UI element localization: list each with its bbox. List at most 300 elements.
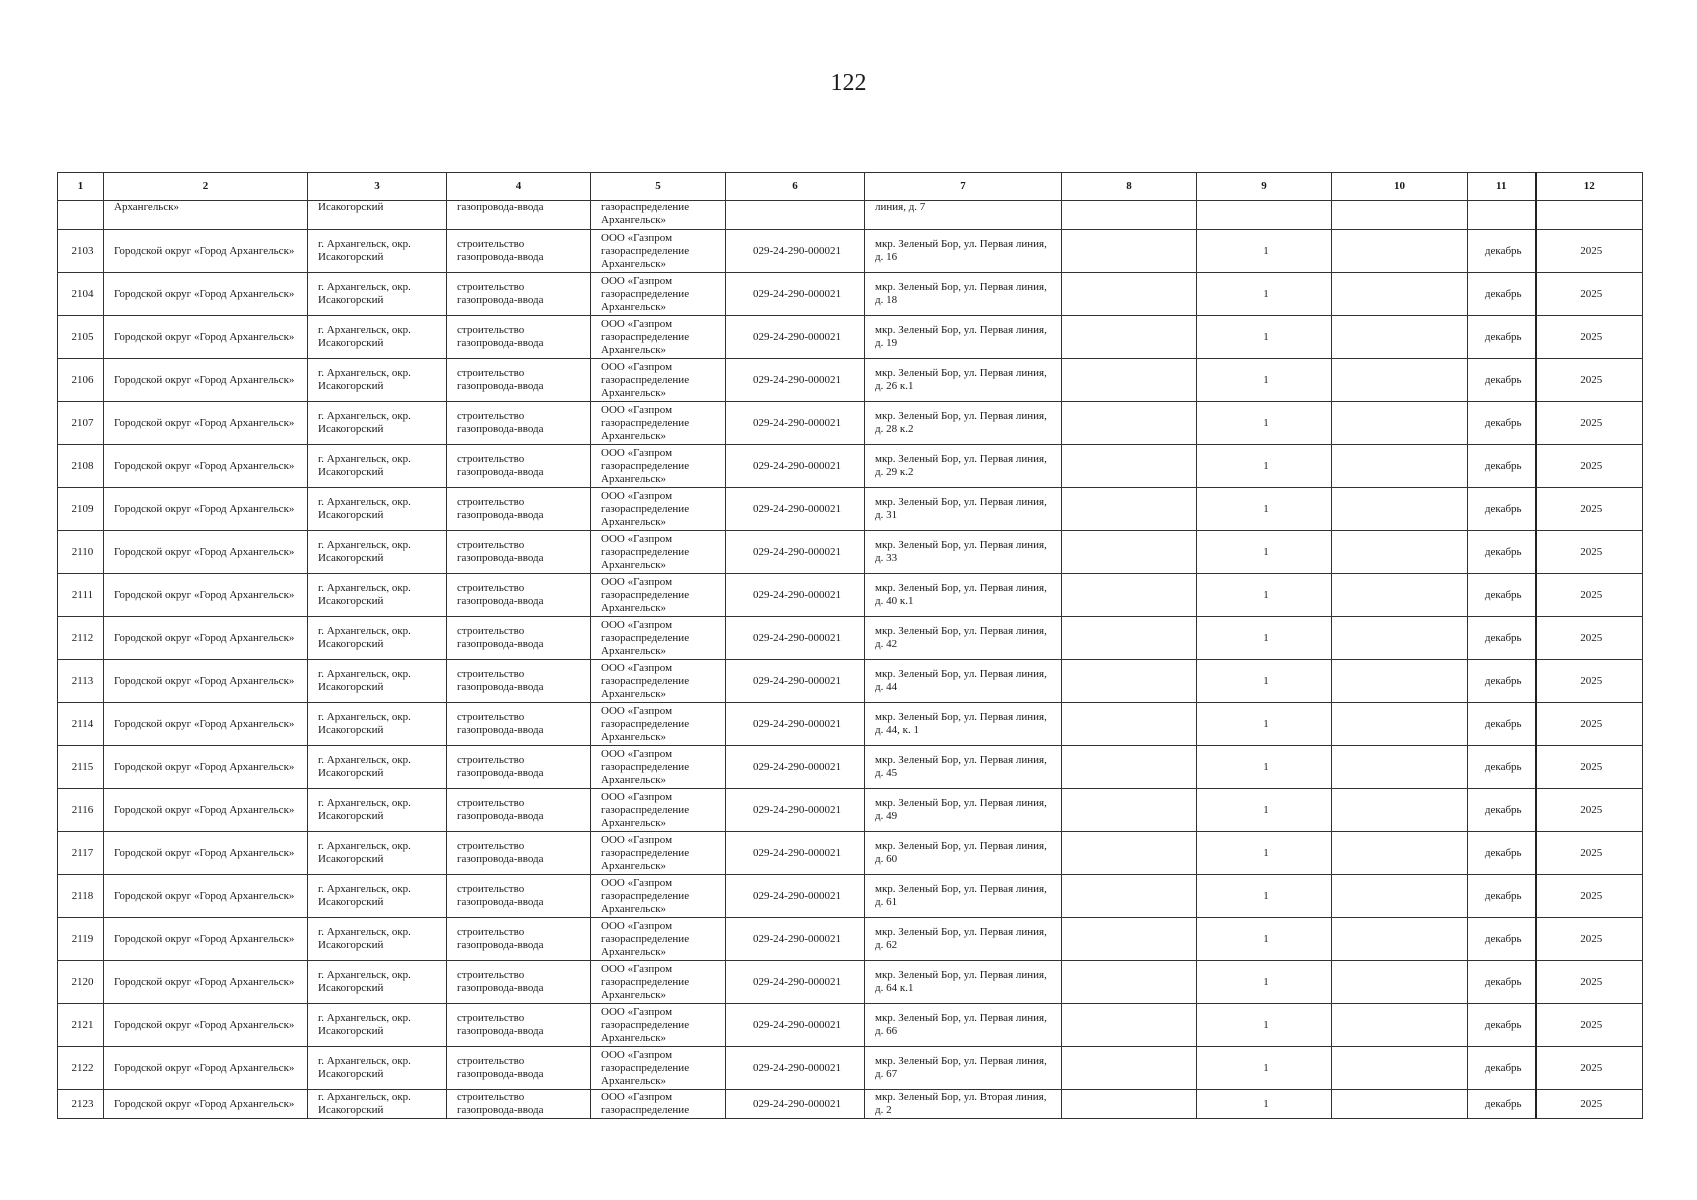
table-cell: 1: [1197, 918, 1332, 961]
table-cell: ООО «Газпром газораспределение Архангельск»: [591, 660, 726, 703]
table-cell: [1332, 488, 1468, 531]
table-cell: мкр. Зеленый Бор, ул. Первая линия, д. 31: [865, 488, 1062, 531]
table-cell: [1062, 832, 1197, 875]
header-cell: 12: [1536, 173, 1643, 201]
table-cell: 2025: [1536, 617, 1643, 660]
register-table: [57, 172, 1643, 1119]
table-cell: мкр. Зеленый Бор, ул. Первая линия, д. 26 к.1: [865, 359, 1062, 402]
table-cell: [1062, 359, 1197, 402]
table-row: [58, 617, 1643, 660]
table-cell: г. Архангельск, окр. Исакогорский: [308, 961, 447, 1004]
table-cell: 2025: [1536, 402, 1643, 445]
header-row: [58, 173, 1643, 201]
table-cell: Городской округ «Город Архангельск»: [104, 445, 308, 488]
table-cell: 029-24-290-000021: [726, 574, 865, 617]
table-cell: 1: [1197, 531, 1332, 574]
table-cell: строительство газопровода-ввода: [447, 961, 591, 1004]
table-cell: [1062, 201, 1197, 230]
table-cell: декабрь: [1468, 918, 1536, 961]
table-cell: декабрь: [1468, 660, 1536, 703]
table-cell: декабрь: [1468, 230, 1536, 273]
table-cell: мкр. Зеленый Бор, ул. Первая линия, д. 61: [865, 875, 1062, 918]
table-cell: мкр. Зеленый Бор, ул. Первая линия, д. 45: [865, 746, 1062, 789]
table-cell: [1332, 660, 1468, 703]
table-cell: [1332, 574, 1468, 617]
table-cell: 2123: [58, 1090, 104, 1119]
table-cell: декабрь: [1468, 746, 1536, 789]
header-cell: 2: [104, 173, 308, 201]
table-cell: декабрь: [1468, 1047, 1536, 1090]
table-cell: декабрь: [1468, 316, 1536, 359]
table-cell: 1: [1197, 488, 1332, 531]
table-row: [58, 1004, 1643, 1047]
table-cell: 2025: [1536, 230, 1643, 273]
table-cell: [1332, 875, 1468, 918]
table-cell: ООО «Газпром газораспределение Архангельск»: [591, 402, 726, 445]
table-cell: мкр. Зеленый Бор, ул. Первая линия, д. 44, к. 1: [865, 703, 1062, 746]
table-cell: Городской округ «Город Архангельск»: [104, 961, 308, 1004]
table-cell: строительство газопровода-ввода: [447, 1090, 591, 1119]
table-cell: 029-24-290-000021: [726, 402, 865, 445]
table-cell: строительство газопровода-ввода: [447, 574, 591, 617]
table-cell: [1062, 488, 1197, 531]
table-cell: г. Архангельск, окр. Исакогорский: [308, 531, 447, 574]
table-row: [58, 746, 1643, 789]
table-cell: строительство газопровода-ввода: [447, 1004, 591, 1047]
table-cell: мкр. Зеленый Бор, ул. Первая линия, д. 33: [865, 531, 1062, 574]
table-cell: [1332, 617, 1468, 660]
table-cell: г. Архангельск, окр. Исакогорский: [308, 875, 447, 918]
table-cell: 2118: [58, 875, 104, 918]
table-cell: 2112: [58, 617, 104, 660]
table-cell: Городской округ «Город Архангельск»: [104, 402, 308, 445]
table-cell: 2116: [58, 789, 104, 832]
table-cell: 2119: [58, 918, 104, 961]
table-cell: 2025: [1536, 961, 1643, 1004]
table-cell: 1: [1197, 445, 1332, 488]
table-cell: 029-24-290-000021: [726, 1090, 865, 1119]
table-cell: Городской округ «Город Архангельск»: [104, 1090, 308, 1119]
table-cell: 029-24-290-000021: [726, 488, 865, 531]
table-cell: ООО «Газпром газораспределение Архангельск»: [591, 531, 726, 574]
table-cell: декабрь: [1468, 1004, 1536, 1047]
table-cell: 1: [1197, 1047, 1332, 1090]
table-cell: 029-24-290-000021: [726, 445, 865, 488]
table-cell: 2025: [1536, 875, 1643, 918]
table-cell: г. Архангельск, окр. Исакогорский: [308, 230, 447, 273]
table-cell: 1: [1197, 230, 1332, 273]
table-cell: г. Архангельск, окр. Исакогорский: [308, 273, 447, 316]
table-cell: мкр. Зеленый Бор, ул. Первая линия, д. 62: [865, 918, 1062, 961]
table-cell: 2025: [1536, 1004, 1643, 1047]
header-cell: 3: [308, 173, 447, 201]
table-cell: 029-24-290-000021: [726, 230, 865, 273]
table-cell: 1: [1197, 875, 1332, 918]
table-cell: мкр. Зеленый Бор, ул. Первая линия, д. 44: [865, 660, 1062, 703]
table-cell: ООО «Газпром газораспределение Архангельск»: [591, 789, 726, 832]
table-cell: [1062, 660, 1197, 703]
table-row: [58, 359, 1643, 402]
table-cell: [1332, 201, 1468, 230]
table-cell: [1062, 1047, 1197, 1090]
table-cell: декабрь: [1468, 875, 1536, 918]
table-cell: 2025: [1536, 273, 1643, 316]
table-cell: Городской округ «Город Архангельск»: [104, 617, 308, 660]
table-cell: Городской округ «Город Архангельск»: [104, 746, 308, 789]
table-cell: ООО «Газпром газораспределение Архангельск»: [591, 359, 726, 402]
table-cell: 2113: [58, 660, 104, 703]
table-row: [58, 316, 1643, 359]
table-cell: г. Архангельск, окр. Исакогорский: [308, 789, 447, 832]
table-cell: газораспределение Архангельск»: [591, 201, 726, 230]
table-cell: 029-24-290-000021: [726, 875, 865, 918]
table-cell: 1: [1197, 273, 1332, 316]
table-row: [58, 445, 1643, 488]
table-cell: 1: [1197, 789, 1332, 832]
table-cell: г. Архангельск, окр. Исакогорский: [308, 316, 447, 359]
header-cell: 6: [726, 173, 865, 201]
table-row: [58, 1090, 1643, 1119]
table-cell: мкр. Зеленый Бор, ул. Первая линия, д. 42: [865, 617, 1062, 660]
table-cell: Городской округ «Город Архангельск»: [104, 875, 308, 918]
table-cell: [1332, 918, 1468, 961]
table-row: [58, 402, 1643, 445]
table-cell: 029-24-290-000021: [726, 1047, 865, 1090]
table-cell: [1332, 703, 1468, 746]
table-cell: 2025: [1536, 1047, 1643, 1090]
table-cell: 2120: [58, 961, 104, 1004]
header-cell: 1: [58, 173, 104, 201]
table-cell: 1: [1197, 617, 1332, 660]
table-cell: г. Архангельск, окр. Исакогорский: [308, 359, 447, 402]
table-cell: 1: [1197, 1004, 1332, 1047]
table-cell: г. Архангельск, окр. Исакогорский: [308, 1004, 447, 1047]
table-cell: 2109: [58, 488, 104, 531]
table-cell: мкр. Зеленый Бор, ул. Первая линия, д. 18: [865, 273, 1062, 316]
table-cell: Исакогорский: [308, 201, 447, 230]
table-cell: строительство газопровода-ввода: [447, 789, 591, 832]
table-cell: 2025: [1536, 316, 1643, 359]
table-cell: г. Архангельск, окр. Исакогорский: [308, 660, 447, 703]
table-cell: 1: [1197, 746, 1332, 789]
table-row: [58, 961, 1643, 1004]
table-cell: 2108: [58, 445, 104, 488]
table-cell: 2103: [58, 230, 104, 273]
table-cell: [1062, 230, 1197, 273]
table-cell: 2025: [1536, 445, 1643, 488]
table-cell: Архангельск»: [104, 201, 308, 230]
table-cell: мкр. Зеленый Бор, ул. Первая линия, д. 67: [865, 1047, 1062, 1090]
table-cell: ООО «Газпром газораспределение: [591, 1090, 726, 1119]
table-cell: строительство газопровода-ввода: [447, 402, 591, 445]
table-cell: декабрь: [1468, 531, 1536, 574]
table-cell: г. Архангельск, окр. Исакогорский: [308, 617, 447, 660]
table-cell: декабрь: [1468, 832, 1536, 875]
table-cell: 2106: [58, 359, 104, 402]
header-cell: 7: [865, 173, 1062, 201]
table-cell: мкр. Зеленый Бор, ул. Первая линия, д. 19: [865, 316, 1062, 359]
table-cell: ООО «Газпром газораспределение Архангельск»: [591, 617, 726, 660]
table-cell: [1062, 746, 1197, 789]
table-cell: Городской округ «Город Архангельск»: [104, 789, 308, 832]
table-cell: 1: [1197, 402, 1332, 445]
table-cell: 029-24-290-000021: [726, 832, 865, 875]
table-cell: 2104: [58, 273, 104, 316]
table-cell: 029-24-290-000021: [726, 789, 865, 832]
table-cell: ООО «Газпром газораспределение Архангельск»: [591, 875, 726, 918]
table-cell: строительство газопровода-ввода: [447, 316, 591, 359]
table-cell: 2121: [58, 1004, 104, 1047]
table-cell: строительство газопровода-ввода: [447, 746, 591, 789]
table-cell: декабрь: [1468, 488, 1536, 531]
table-cell: г. Архангельск, окр. Исакогорский: [308, 402, 447, 445]
table-cell: [1332, 316, 1468, 359]
table-cell: строительство газопровода-ввода: [447, 875, 591, 918]
table-cell: г. Архангельск, окр. Исакогорский: [308, 488, 447, 531]
table-cell: Городской округ «Город Архангельск»: [104, 918, 308, 961]
table-cell: Городской округ «Город Архангельск»: [104, 359, 308, 402]
table-cell: строительство газопровода-ввода: [447, 273, 591, 316]
table-cell: декабрь: [1468, 789, 1536, 832]
table-cell: г. Архангельск, окр. Исакогорский: [308, 1090, 447, 1119]
table-cell: ООО «Газпром газораспределение Архангельск»: [591, 488, 726, 531]
table-cell: ООО «Газпром газораспределение Архангельск»: [591, 230, 726, 273]
table-cell: линия, д. 7: [865, 201, 1062, 230]
table-cell: Городской округ «Город Архангельск»: [104, 1047, 308, 1090]
table-cell: г. Архангельск, окр. Исакогорский: [308, 703, 447, 746]
table-cell: г. Архангельск, окр. Исакогорский: [308, 918, 447, 961]
table-row: [58, 660, 1643, 703]
table-cell: 2115: [58, 746, 104, 789]
table-cell: мкр. Зеленый Бор, ул. Первая линия, д. 66: [865, 1004, 1062, 1047]
table-cell: [1062, 961, 1197, 1004]
table-cell: [1332, 359, 1468, 402]
table-cell: 029-24-290-000021: [726, 273, 865, 316]
header-cell: 4: [447, 173, 591, 201]
table-cell: ООО «Газпром газораспределение Архангельск»: [591, 445, 726, 488]
table-cell: строительство газопровода-ввода: [447, 1047, 591, 1090]
table-cell: 029-24-290-000021: [726, 617, 865, 660]
table-cell: [1062, 918, 1197, 961]
table-cell: мкр. Зеленый Бор, ул. Первая линия, д. 40 к.1: [865, 574, 1062, 617]
table-cell: [58, 201, 104, 230]
table-cell: [1197, 201, 1332, 230]
table-row: [58, 875, 1643, 918]
table-cell: строительство газопровода-ввода: [447, 832, 591, 875]
continuation-row: [58, 201, 1643, 230]
table-cell: строительство газопровода-ввода: [447, 488, 591, 531]
table-cell: декабрь: [1468, 359, 1536, 402]
table-cell: [1062, 875, 1197, 918]
table-cell: мкр. Зеленый Бор, ул. Первая линия, д. 60: [865, 832, 1062, 875]
table-cell: [1062, 703, 1197, 746]
table-cell: Городской округ «Город Архангельск»: [104, 574, 308, 617]
table-row: [58, 488, 1643, 531]
table-cell: [1332, 832, 1468, 875]
table-cell: ООО «Газпром газораспределение Архангельск»: [591, 918, 726, 961]
table-cell: 029-24-290-000021: [726, 961, 865, 1004]
table-cell: строительство газопровода-ввода: [447, 617, 591, 660]
table-cell: [726, 201, 865, 230]
table-cell: Городской округ «Город Архангельск»: [104, 832, 308, 875]
table-cell: декабрь: [1468, 1090, 1536, 1119]
table-cell: 2025: [1536, 488, 1643, 531]
table-cell: ООО «Газпром газораспределение Архангельск»: [591, 1004, 726, 1047]
table-cell: 2025: [1536, 660, 1643, 703]
table-cell: Городской округ «Город Архангельск»: [104, 316, 308, 359]
table-cell: 2025: [1536, 531, 1643, 574]
table-cell: строительство газопровода-ввода: [447, 531, 591, 574]
table-cell: 2025: [1536, 1090, 1643, 1119]
table-cell: Городской округ «Город Архангельск»: [104, 703, 308, 746]
table-cell: 1: [1197, 359, 1332, 402]
table-cell: [1332, 961, 1468, 1004]
table-cell: декабрь: [1468, 961, 1536, 1004]
table-cell: ООО «Газпром газораспределение Архангельск»: [591, 316, 726, 359]
table-cell: [1332, 1004, 1468, 1047]
table-cell: строительство газопровода-ввода: [447, 230, 591, 273]
table-cell: строительство газопровода-ввода: [447, 660, 591, 703]
table-cell: ООО «Газпром газораспределение Архангельск»: [591, 703, 726, 746]
table-cell: декабрь: [1468, 402, 1536, 445]
table-cell: [1332, 1047, 1468, 1090]
table-cell: [1332, 273, 1468, 316]
table-cell: [1332, 1090, 1468, 1119]
table-cell: 029-24-290-000021: [726, 746, 865, 789]
table-cell: [1332, 789, 1468, 832]
table-cell: газопровода-ввода: [447, 201, 591, 230]
table-cell: 1: [1197, 660, 1332, 703]
header-cell: 8: [1062, 173, 1197, 201]
table-row: [58, 230, 1643, 273]
table-cell: 2107: [58, 402, 104, 445]
table-cell: 2122: [58, 1047, 104, 1090]
table-cell: [1536, 201, 1643, 230]
table-cell: 029-24-290-000021: [726, 1004, 865, 1047]
table-cell: строительство газопровода-ввода: [447, 918, 591, 961]
table-cell: г. Архангельск, окр. Исакогорский: [308, 574, 447, 617]
table-cell: г. Архангельск, окр. Исакогорский: [308, 1047, 447, 1090]
table-cell: ООО «Газпром газораспределение Архангельск»: [591, 746, 726, 789]
table-cell: 1: [1197, 961, 1332, 1004]
table-row: [58, 789, 1643, 832]
table-cell: [1062, 531, 1197, 574]
table-row: [58, 832, 1643, 875]
table-cell: [1062, 1090, 1197, 1119]
table-cell: ООО «Газпром газораспределение Архангельск»: [591, 574, 726, 617]
table-cell: Городской округ «Город Архангельск»: [104, 230, 308, 273]
table-cell: 1: [1197, 703, 1332, 746]
table-cell: 2025: [1536, 918, 1643, 961]
table-cell: 2025: [1536, 746, 1643, 789]
table-cell: [1332, 230, 1468, 273]
table-cell: мкр. Зеленый Бор, ул. Первая линия, д. 16: [865, 230, 1062, 273]
table-row: [58, 531, 1643, 574]
table-cell: строительство газопровода-ввода: [447, 445, 591, 488]
table-row: [58, 703, 1643, 746]
table-cell: 2114: [58, 703, 104, 746]
table-cell: Городской округ «Город Архангельск»: [104, 273, 308, 316]
table-cell: [1062, 316, 1197, 359]
table-cell: [1062, 789, 1197, 832]
table-cell: 1: [1197, 574, 1332, 617]
table-cell: г. Архангельск, окр. Исакогорский: [308, 832, 447, 875]
table-cell: [1062, 273, 1197, 316]
table-cell: Городской округ «Город Архангельск»: [104, 531, 308, 574]
table-cell: 029-24-290-000021: [726, 660, 865, 703]
table-cell: Городской округ «Город Архангельск»: [104, 1004, 308, 1047]
header-cell: 11: [1468, 173, 1536, 201]
table-cell: [1468, 201, 1536, 230]
table-cell: 2025: [1536, 574, 1643, 617]
table-cell: ООО «Газпром газораспределение Архангельск»: [591, 961, 726, 1004]
table-cell: строительство газопровода-ввода: [447, 703, 591, 746]
table-cell: 029-24-290-000021: [726, 316, 865, 359]
table-cell: ООО «Газпром газораспределение Архангельск»: [591, 273, 726, 316]
table-cell: ООО «Газпром газораспределение Архангельск»: [591, 1047, 726, 1090]
table-cell: 1: [1197, 1090, 1332, 1119]
table-cell: строительство газопровода-ввода: [447, 359, 591, 402]
table-cell: декабрь: [1468, 445, 1536, 488]
table-cell: Городской округ «Город Архангельск»: [104, 488, 308, 531]
table-cell: декабрь: [1468, 574, 1536, 617]
header-cell: 5: [591, 173, 726, 201]
table-cell: 2025: [1536, 359, 1643, 402]
table-cell: Городской округ «Город Архангельск»: [104, 660, 308, 703]
table-cell: [1332, 445, 1468, 488]
table-cell: мкр. Зеленый Бор, ул. Первая линия, д. 29 к.2: [865, 445, 1062, 488]
table-cell: [1332, 531, 1468, 574]
table-cell: 2025: [1536, 789, 1643, 832]
table-cell: мкр. Зеленый Бор, ул. Первая линия, д. 28 к.2: [865, 402, 1062, 445]
table-cell: ООО «Газпром газораспределение Архангельск»: [591, 832, 726, 875]
table-cell: 2117: [58, 832, 104, 875]
table-cell: г. Архангельск, окр. Исакогорский: [308, 746, 447, 789]
table-cell: [1332, 746, 1468, 789]
table-cell: 1: [1197, 832, 1332, 875]
header-cell: 10: [1332, 173, 1468, 201]
table-cell: 1: [1197, 316, 1332, 359]
table-cell: декабрь: [1468, 273, 1536, 316]
table-cell: 2110: [58, 531, 104, 574]
table-cell: 2111: [58, 574, 104, 617]
table-cell: мкр. Зеленый Бор, ул. Вторая линия, д. 2: [865, 1090, 1062, 1119]
table-cell: мкр. Зеленый Бор, ул. Первая линия, д. 64 к.1: [865, 961, 1062, 1004]
table-cell: 2025: [1536, 703, 1643, 746]
table-cell: 029-24-290-000021: [726, 531, 865, 574]
table-cell: [1062, 574, 1197, 617]
table-cell: [1062, 1004, 1197, 1047]
table-cell: [1062, 617, 1197, 660]
table-cell: 2025: [1536, 832, 1643, 875]
table-cell: г. Архангельск, окр. Исакогорский: [308, 445, 447, 488]
table-cell: декабрь: [1468, 617, 1536, 660]
table-cell: [1332, 402, 1468, 445]
table-row: [58, 1047, 1643, 1090]
table-row: [58, 918, 1643, 961]
table-row: [58, 574, 1643, 617]
table-cell: мкр. Зеленый Бор, ул. Первая линия, д. 49: [865, 789, 1062, 832]
table-cell: 029-24-290-000021: [726, 359, 865, 402]
header-cell: 9: [1197, 173, 1332, 201]
table-row: [58, 273, 1643, 316]
table-cell: 029-24-290-000021: [726, 918, 865, 961]
table-cell: 2105: [58, 316, 104, 359]
table-cell: 029-24-290-000021: [726, 703, 865, 746]
page-number: 122: [830, 70, 867, 96]
table-cell: декабрь: [1468, 703, 1536, 746]
table-cell: [1062, 402, 1197, 445]
